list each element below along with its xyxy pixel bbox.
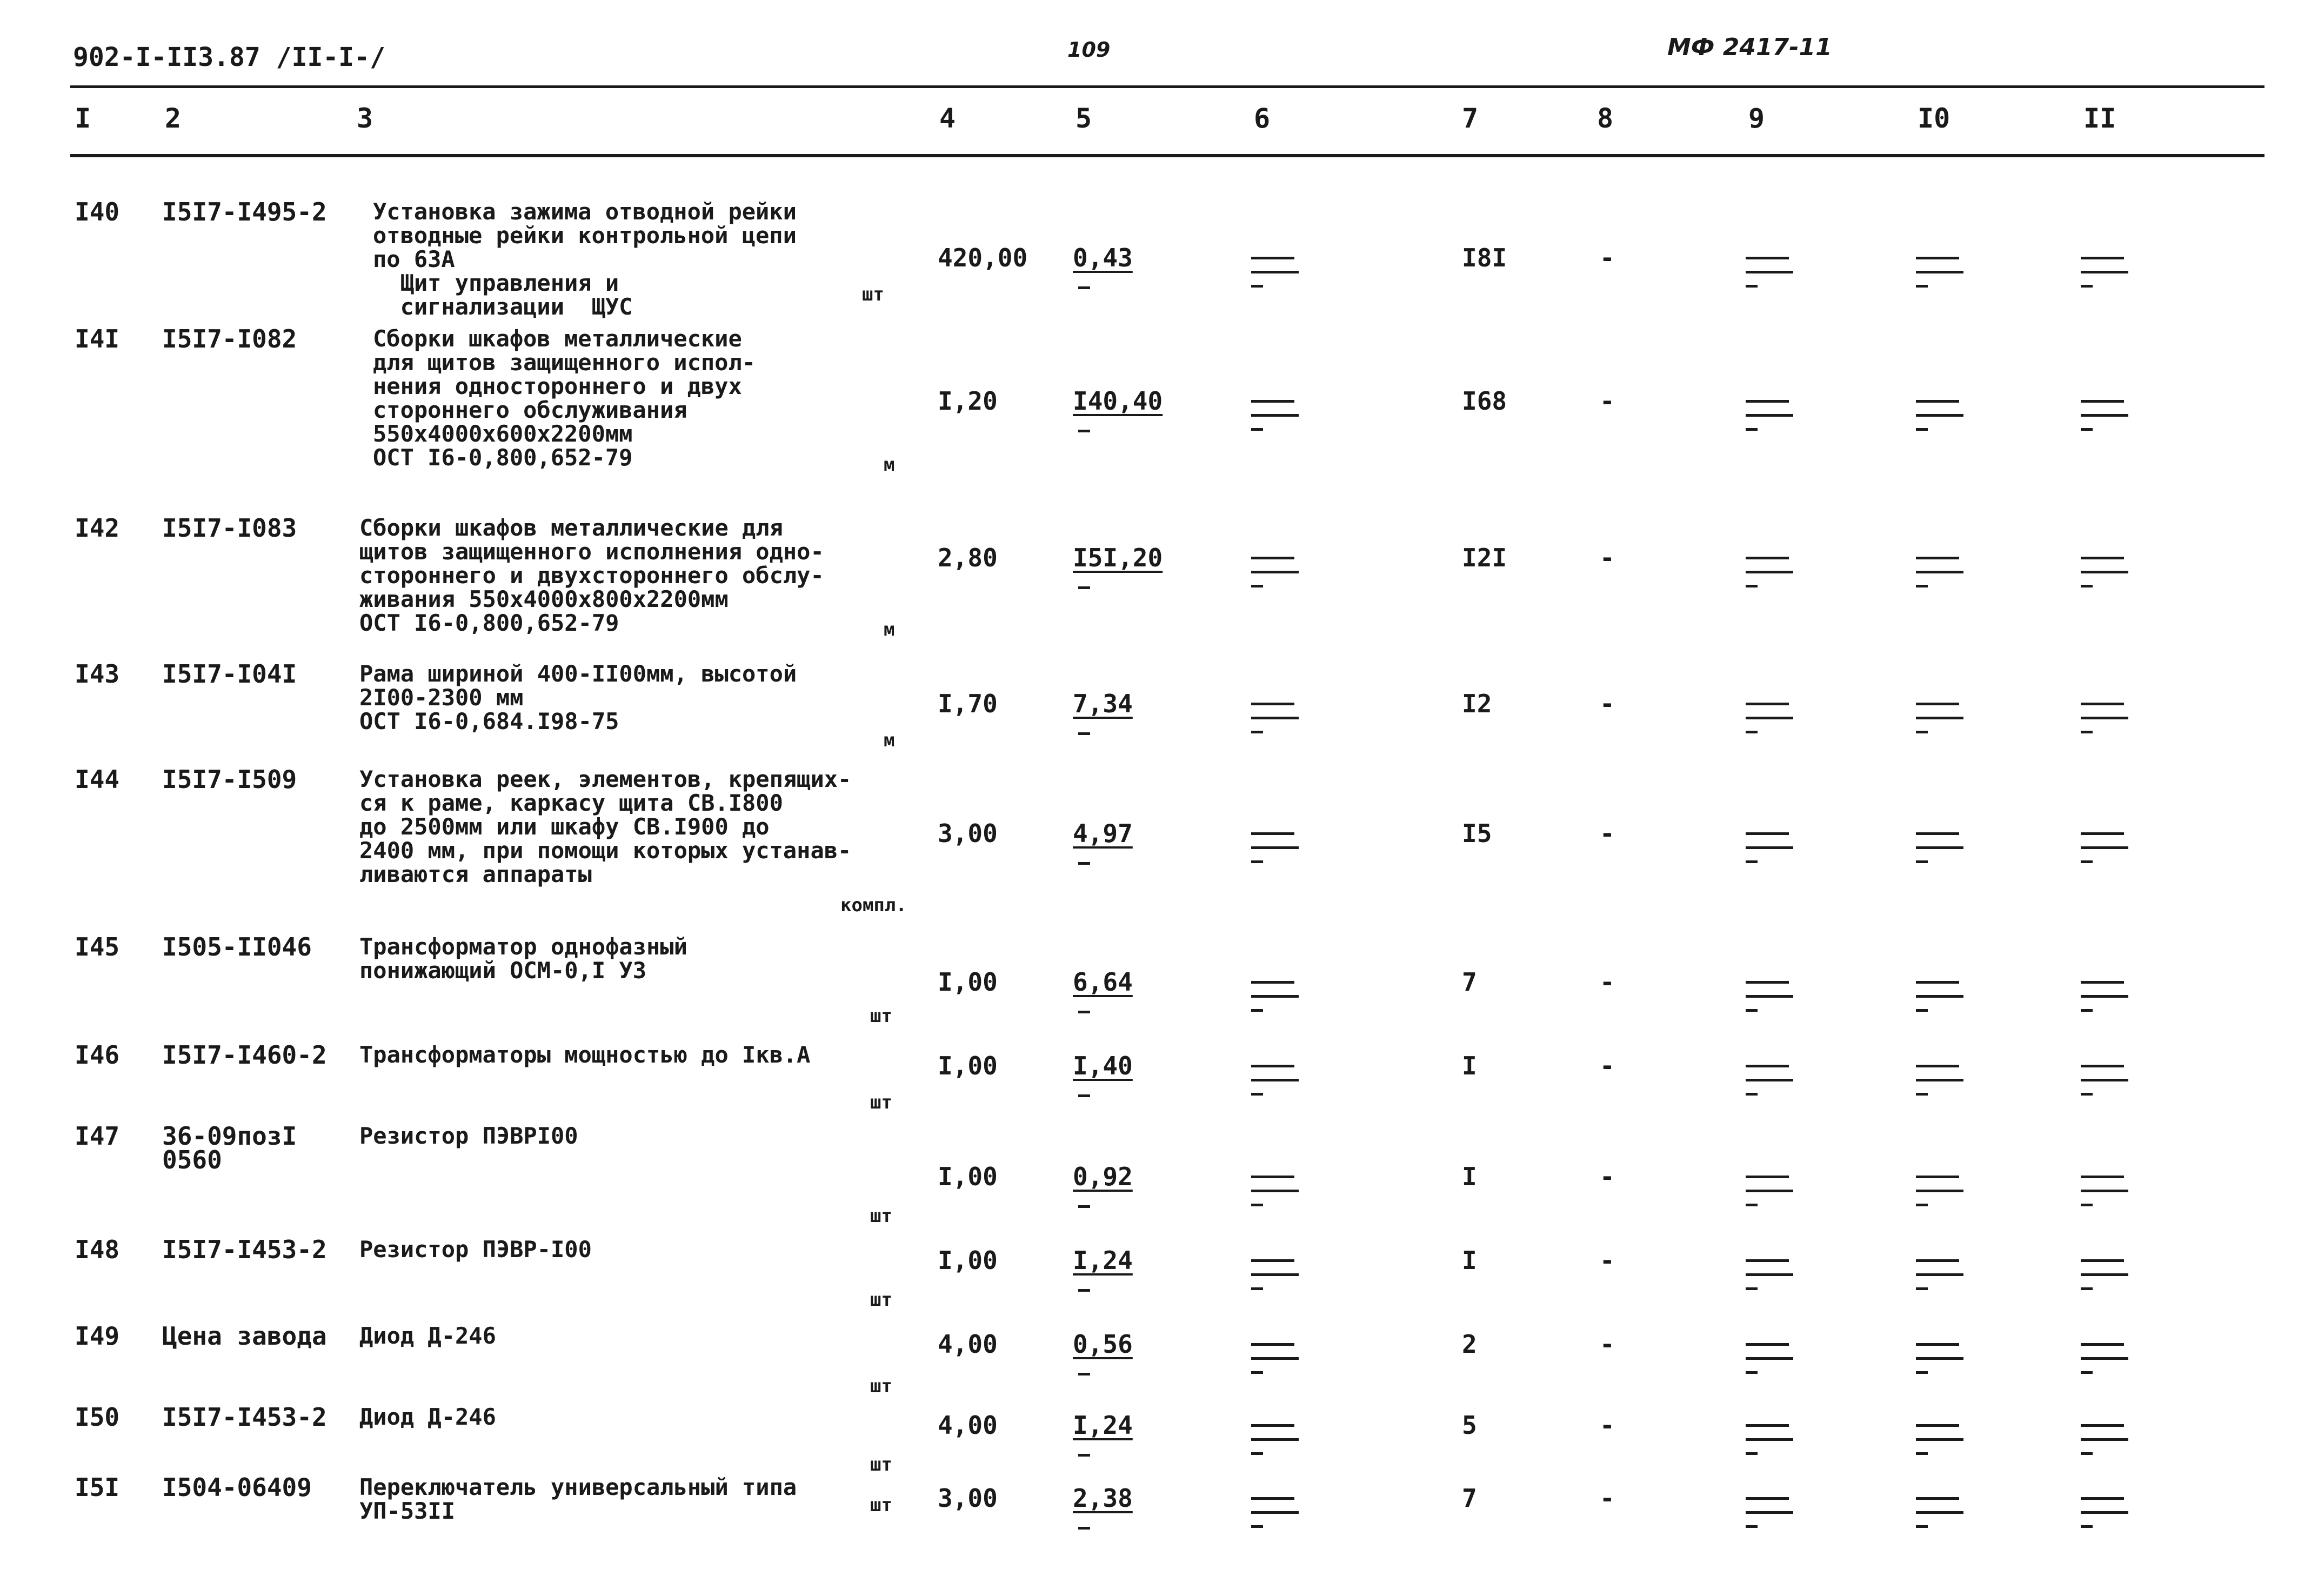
- col7-value: I2: [1462, 689, 1492, 718]
- work-description: Переключатель универсальный типа УП-53II: [359, 1474, 797, 1524]
- col9-dashes: [1746, 1343, 1800, 1381]
- row-number: I5I: [75, 1473, 120, 1502]
- col-header-1: I: [75, 103, 91, 134]
- col11-dashes: [2081, 1065, 2135, 1103]
- col11-dashes: [2081, 981, 2135, 1019]
- col-header-8: 8: [1597, 103, 1614, 134]
- price-code: I5I7-I083: [162, 513, 297, 543]
- row-number: I45: [75, 932, 120, 961]
- unit-price: 0,92: [1073, 1162, 1133, 1191]
- row-number: I48: [75, 1235, 120, 1264]
- col6-dashes: [1251, 1065, 1305, 1103]
- col-header-9: 9: [1748, 103, 1765, 134]
- price-subdash: [1078, 430, 1090, 432]
- quantity: I,70: [938, 689, 998, 718]
- col10-dashes: [1916, 257, 1970, 295]
- col7-value: I8I: [1462, 243, 1507, 272]
- col7-value: I5: [1462, 819, 1492, 848]
- col9-dashes: [1746, 400, 1800, 438]
- work-description: Рама шириной 400-II00мм, высотой 2I00-2300 мм ОСТ I6-0,684.I98-75: [359, 660, 797, 734]
- price-subdash: [1078, 1454, 1090, 1457]
- col-header-3: 3: [357, 103, 373, 134]
- col8-value: -: [1600, 1411, 1615, 1440]
- col11-dashes: [2081, 1424, 2135, 1462]
- price-subdash: [1078, 1094, 1090, 1097]
- col8-value: -: [1600, 1162, 1615, 1191]
- col10-dashes: [1916, 1343, 1970, 1381]
- col9-dashes: [1746, 557, 1800, 595]
- col10-dashes: [1916, 1065, 1970, 1103]
- work-description: Трансформатор однофазный понижающий ОСМ-0,I У3: [359, 933, 687, 984]
- price-code: 36-09позI 0560: [162, 1121, 297, 1174]
- unit-price: I5I,20: [1073, 543, 1163, 572]
- unit-price: I40,40: [1073, 386, 1163, 416]
- row-number: I44: [75, 765, 120, 794]
- col10-dashes: [1916, 400, 1970, 438]
- col6-dashes: [1251, 1424, 1305, 1462]
- price-subdash: [1078, 1527, 1090, 1530]
- quantity: I,00: [938, 1051, 998, 1080]
- col9-dashes: [1746, 981, 1800, 1019]
- col8-value: -: [1600, 543, 1615, 572]
- archive-stamp: МФ 2417-11: [1667, 34, 1832, 61]
- col7-value: I: [1462, 1051, 1477, 1080]
- col7-value: I: [1462, 1246, 1477, 1275]
- work-description: Установка зажима отводной рейки отводные рейки контрольной цепи по 63А Щит управления и сигнализации ЩУС: [373, 198, 797, 320]
- price-code: Цена завода: [162, 1321, 327, 1351]
- col11-dashes: [2081, 1497, 2135, 1535]
- work-description: Резистор ПЭВРI00: [359, 1123, 578, 1149]
- col11-dashes: [2081, 1259, 2135, 1297]
- col11-dashes: [2081, 400, 2135, 438]
- quantity: I,00: [938, 1246, 998, 1275]
- col11-dashes: [2081, 557, 2135, 595]
- quantity: 420,00: [938, 243, 1028, 272]
- col11-dashes: [2081, 1343, 2135, 1381]
- quantity: I,00: [938, 967, 998, 997]
- price-code: I5I7-I04I: [162, 659, 297, 689]
- document-code: 902-I-II3.87 /II-I-/: [73, 42, 385, 72]
- unit-price: I,24: [1073, 1411, 1133, 1440]
- unit-price: 0,43: [1073, 243, 1133, 272]
- unit-of-measure: шт: [870, 1454, 892, 1475]
- unit-of-measure: шт: [870, 1205, 892, 1227]
- unit-price: 7,34: [1073, 689, 1133, 718]
- row-number: I47: [75, 1121, 120, 1151]
- col10-dashes: [1916, 1176, 1970, 1213]
- row-number: I50: [75, 1403, 120, 1432]
- col11-dashes: [2081, 257, 2135, 295]
- col6-dashes: [1251, 257, 1305, 295]
- col-header-4: 4: [939, 103, 956, 134]
- header-bottom-rule: [70, 154, 2264, 157]
- col7-value: 2: [1462, 1330, 1477, 1359]
- col6-dashes: [1251, 981, 1305, 1019]
- col-header-11: II: [2083, 103, 2116, 134]
- work-description: Установка реек, элементов, крепящих- ся к раме, каркасу щита СВ.I800 до 2500мм или шкафу СВ.I900 до 2400 мм, при помощи которых устанав- ливаются аппараты: [359, 766, 852, 887]
- col6-dashes: [1251, 703, 1305, 740]
- col10-dashes: [1916, 832, 1970, 870]
- price-subdash: [1078, 286, 1090, 289]
- col-header-6: 6: [1254, 103, 1271, 134]
- quantity: 4,00: [938, 1330, 998, 1359]
- unit-of-measure: шт: [870, 1375, 892, 1397]
- work-description: Сборки шкафов металлические для щитов защищенного исполнения одно- стороннего и двухстороннего обслу- живания 550х4000х800х2200мм ОСТ I6-0,800,652-79: [359, 515, 824, 636]
- unit-price: I,40: [1073, 1051, 1133, 1080]
- col7-value: I68: [1462, 386, 1507, 416]
- col8-value: -: [1600, 1246, 1615, 1275]
- row-number: I4I: [75, 324, 120, 353]
- col-header-10: I0: [1918, 103, 1950, 134]
- col6-dashes: [1251, 832, 1305, 870]
- unit-price: 2,38: [1073, 1484, 1133, 1513]
- price-subdash: [1078, 862, 1090, 865]
- quantity: 3,00: [938, 819, 998, 848]
- col-header-2: 2: [165, 103, 182, 134]
- col9-dashes: [1746, 703, 1800, 740]
- page-number: 109: [1067, 38, 1111, 62]
- unit-price: 4,97: [1073, 819, 1133, 848]
- unit-of-measure: шт: [862, 284, 884, 305]
- unit-price: I,24: [1073, 1246, 1133, 1275]
- col9-dashes: [1746, 1497, 1800, 1535]
- col8-value: -: [1600, 819, 1615, 848]
- col7-value: I2I: [1462, 543, 1507, 572]
- col8-value: -: [1600, 967, 1615, 997]
- col10-dashes: [1916, 981, 1970, 1019]
- price-subdash: [1078, 1373, 1090, 1375]
- unit-of-measure: м: [884, 619, 895, 640]
- col11-dashes: [2081, 832, 2135, 870]
- price-code: I505-II046: [162, 932, 312, 961]
- row-number: I46: [75, 1040, 120, 1070]
- unit-of-measure: шт: [870, 1005, 892, 1027]
- price-subdash: [1078, 1205, 1090, 1208]
- header-top-rule: [70, 85, 2264, 88]
- col6-dashes: [1251, 1176, 1305, 1213]
- col8-value: -: [1600, 1484, 1615, 1513]
- col9-dashes: [1746, 257, 1800, 295]
- row-number: I40: [75, 197, 120, 226]
- col9-dashes: [1746, 1065, 1800, 1103]
- col-header-7: 7: [1462, 103, 1479, 134]
- row-number: I43: [75, 659, 120, 689]
- price-subdash: [1078, 1011, 1090, 1013]
- col10-dashes: [1916, 557, 1970, 595]
- col6-dashes: [1251, 1497, 1305, 1535]
- col11-dashes: [2081, 703, 2135, 740]
- quantity: 2,80: [938, 543, 998, 572]
- quantity: I,00: [938, 1162, 998, 1191]
- row-number: I49: [75, 1321, 120, 1351]
- unit-of-measure: шт: [870, 1289, 892, 1311]
- price-code: I504-06409: [162, 1473, 312, 1502]
- unit-of-measure: шт: [870, 1494, 892, 1516]
- col8-value: -: [1600, 1051, 1615, 1080]
- price-subdash: [1078, 1289, 1090, 1292]
- unit-of-measure: компл.: [840, 894, 907, 916]
- col6-dashes: [1251, 1259, 1305, 1297]
- work-description: Резистор ПЭВР-I00: [359, 1236, 592, 1263]
- col7-value: 5: [1462, 1411, 1477, 1440]
- col7-value: 7: [1462, 967, 1477, 997]
- work-description: Диод Д-246: [359, 1404, 496, 1430]
- price-subdash: [1078, 586, 1090, 589]
- unit-price: 6,64: [1073, 967, 1133, 997]
- col9-dashes: [1746, 1259, 1800, 1297]
- col8-value: -: [1600, 386, 1615, 416]
- col10-dashes: [1916, 1259, 1970, 1297]
- col7-value: I: [1462, 1162, 1477, 1191]
- work-description: Сборки шкафов металлические для щитов защищенного испол- нения одностороннего и двух стороннего обслуживания 550х4000х600х2200мм ОСТ I6-0,800,652-79: [373, 325, 756, 471]
- price-code: I5I7-I453-2: [162, 1403, 327, 1432]
- col6-dashes: [1251, 1343, 1305, 1381]
- work-description: Трансформаторы мощностью до Iкв.А: [359, 1041, 811, 1068]
- col9-dashes: [1746, 832, 1800, 870]
- col10-dashes: [1916, 1497, 1970, 1535]
- price-subdash: [1078, 732, 1090, 735]
- price-code: I5I7-I460-2: [162, 1040, 327, 1070]
- quantity: I,20: [938, 386, 998, 416]
- col9-dashes: [1746, 1424, 1800, 1462]
- price-code: I5I7-I082: [162, 324, 297, 353]
- col10-dashes: [1916, 1424, 1970, 1462]
- col7-value: 7: [1462, 1484, 1477, 1513]
- col-header-5: 5: [1075, 103, 1092, 134]
- row-number: I42: [75, 513, 120, 543]
- col10-dashes: [1916, 703, 1970, 740]
- col6-dashes: [1251, 557, 1305, 595]
- col9-dashes: [1746, 1176, 1800, 1213]
- unit-of-measure: м: [884, 454, 895, 476]
- unit-price: 0,56: [1073, 1330, 1133, 1359]
- col11-dashes: [2081, 1176, 2135, 1213]
- unit-of-measure: м: [884, 730, 895, 751]
- price-code: I5I7-I495-2: [162, 197, 327, 226]
- col8-value: -: [1600, 243, 1615, 272]
- work-description: Диод Д-246: [359, 1323, 496, 1349]
- price-code: I5I7-I453-2: [162, 1235, 327, 1264]
- col8-value: -: [1600, 1330, 1615, 1359]
- quantity: 3,00: [938, 1484, 998, 1513]
- quantity: 4,00: [938, 1411, 998, 1440]
- col8-value: -: [1600, 689, 1615, 718]
- price-code: I5I7-I509: [162, 765, 297, 794]
- unit-of-measure: шт: [870, 1092, 892, 1113]
- col6-dashes: [1251, 400, 1305, 438]
